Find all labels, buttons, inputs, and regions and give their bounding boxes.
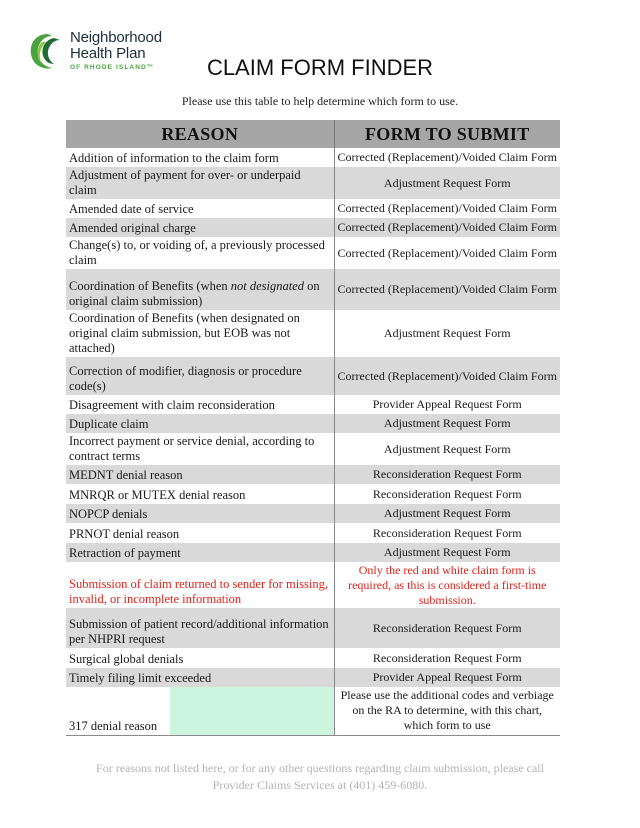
table-row — [66, 148, 560, 167]
reason-cell: Incorrect payment or service denial, according to contract terms — [66, 433, 334, 465]
reason-cell: NOPCP denials — [66, 504, 334, 523]
page-title: CLAIM FORM FINDER — [206, 55, 434, 80]
reason-cell: MNRQR or MUTEX denial reason — [66, 484, 334, 504]
reason-cell: MEDNT denial reason — [66, 465, 334, 484]
table-row — [66, 218, 560, 237]
table-row — [66, 668, 560, 687]
reason-cell: Timely filing limit exceeded — [66, 668, 334, 687]
form-cell: Corrected (Replacement)/Voided Claim Form — [334, 237, 560, 269]
table-row — [66, 465, 560, 484]
reason-cell: Addition of information to the claim form — [66, 148, 334, 167]
footer-line-1: For reasons not listed here, or for any other questions regarding claim submission, please call — [96, 761, 544, 775]
table-row — [66, 562, 560, 608]
form-cell: Corrected (Replacement)/Voided Claim Form — [334, 148, 560, 167]
table-row — [66, 608, 560, 648]
reason-cell: Surgical global denials — [66, 648, 334, 668]
form-cell: Corrected (Replacement)/Voided Claim Form — [334, 269, 560, 310]
form-cell: Adjustment Request Form — [334, 414, 560, 433]
table-row — [66, 414, 560, 433]
table-row — [66, 237, 560, 269]
reason-cell: Duplicate claim — [66, 414, 334, 433]
footer-line-2: Provider Claims Services at (401) 459-6080. — [212, 778, 428, 792]
reason-cell: Change(s) to, or voiding of, a previously processed claim — [66, 237, 334, 269]
table-row — [66, 357, 560, 395]
reason-text-pre: Coordination of Benefits (when — [69, 279, 231, 293]
claim-form-table — [66, 120, 560, 736]
table-header-row — [66, 120, 560, 148]
form-cell: Corrected (Replacement)/Voided Claim Form — [334, 199, 560, 218]
reason-cell: Adjustment of payment for over- or underpaid claim — [66, 167, 334, 199]
table-row — [66, 543, 560, 562]
table-row — [66, 310, 560, 357]
table-row — [66, 269, 560, 310]
form-cell: Reconsideration Request Form — [334, 484, 560, 504]
form-cell: Adjustment Request Form — [334, 310, 560, 357]
reason-cell: Submission of patient record/additional information per NHPRI request — [66, 608, 334, 648]
header-reason: REASON — [66, 120, 334, 148]
table-row — [66, 167, 560, 199]
form-cell: Adjustment Request Form — [334, 167, 560, 199]
reason-text-post: on original claim submission) — [69, 279, 320, 308]
form-cell: Provider Appeal Request Form — [334, 668, 560, 687]
form-cell: Adjustment Request Form — [334, 504, 560, 523]
table-row — [66, 484, 560, 504]
reason-cell: PRNOT denial reason — [66, 523, 334, 543]
form-cell: Reconsideration Request Form — [334, 523, 560, 543]
reason-text: 317 denial reason — [69, 718, 158, 733]
reason-cell: Retraction of payment — [66, 543, 334, 562]
table-row — [66, 395, 560, 414]
highlight-box — [170, 687, 334, 735]
reason-cell: Submission of claim returned to sender for missing, invalid, or incomplete information — [66, 562, 334, 608]
page-subtitle: Please use this table to help determine which form to use. — [181, 94, 459, 108]
form-cell: Please use the additional codes and verbiage on the RA to determine, with this chart, which form to use — [334, 687, 560, 735]
form-cell: Provider Appeal Request Form — [334, 395, 560, 414]
reason-cell: Coordination of Benefits (when designated on original claim submission, but EOB was not attached) — [66, 310, 334, 357]
form-cell: Corrected (Replacement)/Voided Claim Form — [334, 357, 560, 395]
logo-subline: OF RHODE ISLAND™ — [70, 64, 155, 71]
reason-cell: Amended original charge — [66, 218, 334, 237]
form-cell: Reconsideration Request Form — [334, 608, 560, 648]
form-cell: Adjustment Request Form — [334, 433, 560, 465]
table-row — [66, 199, 560, 218]
table-row — [66, 648, 560, 668]
form-cell: Reconsideration Request Form — [334, 465, 560, 484]
reason-text-emphasis: not designated — [230, 279, 305, 293]
logo-line-1: Neighborhood — [70, 29, 162, 46]
reason-cell: Amended date of service — [66, 199, 334, 218]
table-row — [66, 504, 560, 523]
table-row — [66, 523, 560, 543]
logo-line-2: Health Plan — [70, 45, 146, 62]
reason-cell — [66, 687, 334, 735]
reason-cell: Correction of modifier, diagnosis or procedure code(s) — [66, 357, 334, 395]
form-cell: Adjustment Request Form — [334, 543, 560, 562]
reason-cell — [66, 269, 334, 310]
form-cell: Corrected (Replacement)/Voided Claim Form — [334, 218, 560, 237]
table-row — [66, 687, 560, 735]
form-cell: Reconsideration Request Form — [334, 648, 560, 668]
header-form: FORM TO SUBMIT — [334, 120, 560, 148]
footer-note — [60, 760, 580, 794]
form-cell: Only the red and white claim form is required, as this is considered a first-time submission. — [334, 562, 560, 608]
table-row — [66, 433, 560, 465]
reason-cell: Disagreement with claim reconsideration — [66, 395, 334, 414]
